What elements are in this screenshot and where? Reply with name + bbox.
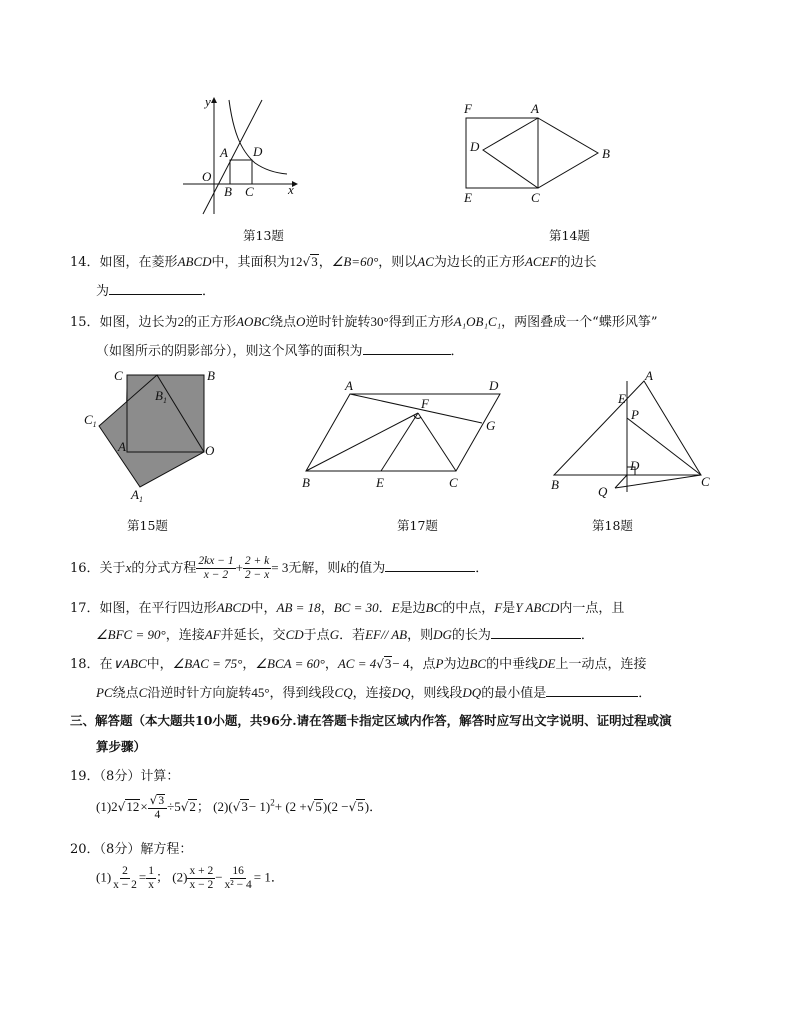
q20-fraction-2	[146, 865, 156, 892]
q15-square2: A₁OB₁C₁	[453, 314, 502, 329]
radical-sign: √	[348, 799, 357, 814]
q16-number: 16．	[70, 561, 100, 576]
q17-e: E	[391, 600, 400, 615]
q16-text: 关于	[99, 561, 126, 576]
q14-text: 的边长	[557, 255, 597, 270]
expr: + (2 +	[274, 798, 307, 814]
fig13-label-B: B	[224, 184, 232, 199]
fig15-label-C1: $C_1$	[84, 412, 97, 429]
fig15-label-B1: $B_1$	[155, 388, 167, 405]
q14-segment: AC	[417, 254, 434, 269]
q20-heading: （8分）解方程：	[99, 842, 193, 857]
q20-expr	[96, 865, 284, 892]
q20-number: 20．	[70, 842, 100, 857]
part-2: (2)	[213, 798, 229, 814]
q17-parallel: EF// AB	[365, 627, 408, 642]
denominator: 4	[154, 809, 161, 821]
radicand: 12	[126, 798, 140, 814]
fig18-caption: 第18题	[592, 518, 633, 533]
q17-text: ，连接	[165, 628, 205, 643]
radical-sign: √	[149, 793, 158, 807]
section-3-title-cont: 算步骤）	[96, 739, 147, 754]
fig15-label-O: O	[205, 443, 215, 458]
coef: 5	[174, 798, 181, 814]
separator: ；	[156, 869, 170, 885]
q18-text: ，	[242, 657, 256, 672]
fig18-label-C: C	[701, 474, 710, 489]
q17-text: 于点	[303, 628, 330, 643]
q18-dq: DQ	[391, 685, 411, 700]
fig17-label-D: D	[489, 378, 499, 393]
fig18-label-A: A	[645, 368, 653, 383]
radical-sign: √	[232, 799, 241, 814]
q17-text: 中，	[250, 601, 277, 616]
q18-text: 在	[99, 657, 113, 672]
part-1: (1)	[96, 798, 112, 814]
radical-sign: √	[117, 799, 126, 814]
q18-text: 绕点	[112, 686, 139, 701]
answer-blank[interactable]	[385, 559, 475, 572]
segment-cq	[615, 475, 701, 488]
q18-c: C	[138, 685, 148, 700]
q19-expr	[96, 794, 382, 822]
q18-text: ，点	[409, 657, 436, 672]
fig17-label-G: G	[486, 418, 496, 433]
radical-sign: √	[306, 799, 315, 814]
answer-blank[interactable]	[491, 626, 581, 639]
q14-text: 如图，在菱形	[99, 255, 178, 270]
expr: − 1)	[248, 798, 271, 814]
q18-text: 为边	[443, 657, 470, 672]
q18-end: ．	[638, 686, 652, 701]
fig15-label-A: A	[118, 439, 126, 454]
q18-cq: CQ	[334, 685, 353, 700]
q17-text: 是	[502, 601, 516, 616]
fig13-caption: 第13题	[243, 228, 284, 243]
times-sign: ×	[140, 798, 148, 814]
fig14-label-E: E	[464, 190, 472, 205]
q15-point: O	[296, 314, 306, 329]
fig13-label-x: x	[288, 182, 294, 197]
plus-sign: +	[235, 560, 243, 575]
q15-square: AOBC	[236, 314, 271, 329]
fig14-label-D: D	[470, 139, 480, 154]
fig13-label-O: O	[202, 169, 212, 184]
fig15-label-B: B	[207, 368, 215, 383]
q14-end: ．	[202, 284, 216, 299]
fig17-label-A: A	[345, 378, 353, 393]
fig14-label-A: A	[531, 101, 539, 116]
numerator	[148, 794, 167, 809]
q16-var-x: x	[125, 560, 132, 575]
q18-line1	[70, 653, 646, 672]
q18-number: 18．	[70, 657, 100, 672]
q16-end: ．	[475, 561, 489, 576]
q17-text: 内一点，且	[559, 601, 625, 616]
radicand: 5	[315, 798, 322, 814]
q17-ab: AB = 18	[276, 600, 321, 615]
denominator: x − 2	[203, 569, 229, 581]
divide-sign: ÷	[167, 798, 175, 814]
q19-fraction	[148, 794, 167, 822]
q15-text: 逆时针旋转	[305, 315, 371, 330]
q17-text: ．	[378, 601, 392, 616]
q17-text: 并延长，交	[220, 628, 286, 643]
q17-text: 是边	[399, 601, 426, 616]
q17-line2	[96, 624, 594, 643]
q18-triangle: ∨ABC	[112, 656, 147, 671]
q14-text: 中，其面积为	[211, 255, 290, 270]
radical-sign: √	[302, 255, 311, 269]
expr: )(2 −	[322, 798, 349, 814]
q18-text: 的最小值是	[481, 686, 547, 701]
q17-cd: CD	[285, 627, 304, 642]
fig13-label-A: A	[220, 145, 228, 160]
fig18-label-Q: Q	[598, 484, 608, 499]
q18-text: 中，	[146, 657, 173, 672]
q16-fraction-1	[196, 555, 235, 582]
paren: (	[228, 798, 233, 814]
q16-var-k: k	[340, 560, 347, 575]
q18-angle-bac: ∠BAC = 75°	[172, 656, 243, 671]
q14-rhombus: ABCD	[177, 254, 212, 269]
numerator: x + 2	[189, 865, 214, 877]
q18-angle: 45°	[251, 685, 270, 700]
q17-bc2: BC	[425, 600, 443, 615]
q14-text: ，	[318, 255, 332, 270]
radical-sign: √	[376, 657, 384, 671]
exponent: 2	[270, 797, 275, 808]
fig17-label-C: C	[449, 475, 458, 490]
q18-text: 的中垂线	[486, 657, 539, 672]
q15-side: 2	[177, 314, 185, 329]
radicand: 5	[357, 798, 364, 814]
radicand: 3	[241, 798, 248, 814]
q15-number: 15．	[70, 315, 100, 330]
fig15-caption: 第15题	[127, 518, 168, 533]
fig17-caption: 第17题	[397, 518, 438, 533]
q14-area-radicand: 3	[311, 254, 318, 269]
fig15-label-C: C	[114, 368, 123, 383]
section-3-title: 三、解答题（本大题共10小题，共96分.请在答题卡指定区域内作答，解答时应写出文字说明、证明过程或演	[70, 713, 672, 728]
q18-text: ，得到线段	[269, 686, 335, 701]
minus-sign: −	[215, 869, 223, 885]
part-2: (2)	[172, 869, 188, 885]
q17-parallelogram2: Y ABCD	[515, 600, 560, 615]
q18-pc: PC	[96, 685, 113, 700]
q17-bc: BC = 30	[333, 600, 379, 615]
denominator: x² − 4	[224, 879, 252, 891]
q18-de: DE	[538, 656, 556, 671]
q16-text: 的分式方程	[131, 561, 197, 576]
numerator: 2kx − 1	[198, 555, 234, 567]
q19-heading: （8分）计算：	[99, 769, 180, 784]
q18-p: P	[435, 656, 444, 671]
q17-af: AF	[204, 627, 221, 642]
fig18-label-P: P	[631, 407, 639, 422]
q17-line1	[70, 597, 624, 616]
q14-square: ACEF	[524, 254, 558, 269]
q18-text: 沿逆时针方向旋转	[147, 686, 252, 701]
fig14-label-C: C	[531, 190, 540, 205]
q15-text: 如图，边长为	[99, 315, 178, 330]
q18-text: ，连接	[352, 686, 392, 701]
q14-text: 为边长的正方形	[433, 255, 525, 270]
separator: ；	[196, 798, 210, 814]
equals-one: = 1．	[253, 869, 284, 885]
q17-g: G	[329, 627, 340, 642]
q14-area-coef: 12	[289, 254, 303, 269]
fig18-label-B: B	[551, 477, 559, 492]
q17-dg: DG	[433, 627, 452, 642]
fig13-label-y: y	[205, 94, 211, 109]
q14-text: ，则以	[378, 255, 418, 270]
q17-end: ．	[580, 628, 594, 643]
q18-ac: AC = 4	[337, 656, 377, 671]
denominator: x	[148, 879, 155, 891]
fig14-label-B: B	[602, 146, 610, 161]
q17-text: ，则	[407, 628, 434, 643]
q15-text: 的正方形	[184, 315, 237, 330]
fig18-label-D: D	[630, 458, 640, 473]
q16-line	[70, 555, 488, 582]
q18-bc: BC	[469, 656, 487, 671]
q17-text: 的中点，	[442, 601, 495, 616]
q14-number: 14．	[70, 255, 100, 270]
q17-text: ．若	[339, 628, 366, 643]
q17-text: ，	[320, 601, 334, 616]
q15-text: 得到正方形	[388, 315, 454, 330]
q18-text: ，	[324, 657, 338, 672]
numerator: 2 + k	[244, 555, 270, 567]
q18-angle-bca: ∠BCA = 60°	[255, 656, 325, 671]
part-1: (1)	[96, 869, 112, 885]
fig13-label-D: D	[253, 144, 263, 159]
fig14-caption: 第14题	[549, 228, 590, 243]
q18-dq2: DQ	[462, 685, 482, 700]
q18-text: ，则线段	[410, 686, 463, 701]
q15-text: ，两图叠成一个“蝶形风筝”	[501, 315, 658, 330]
q15-text: 绕点	[270, 315, 297, 330]
q17-angle: ∠BFC = 90°	[96, 627, 166, 642]
numerator: 2	[122, 865, 128, 877]
expr: )．	[364, 798, 383, 814]
q17-f: F	[494, 600, 503, 615]
q15-end: ．	[450, 344, 464, 359]
q17-text: 的长为	[451, 628, 491, 643]
radicand: 3	[158, 795, 165, 807]
fig15-label-A1: $A_1$	[131, 487, 143, 504]
q14-angle: ∠B=60°	[331, 254, 379, 269]
q18-text: 上一动点，连接	[555, 657, 647, 672]
q16-text: 无解，则	[288, 561, 341, 576]
q18-radicand: 3	[384, 656, 392, 671]
q18-line2	[96, 682, 651, 701]
radical-sign: √	[180, 799, 189, 814]
numerator: 16	[232, 865, 244, 877]
fig13-label-C: C	[245, 184, 254, 199]
equals-three: = 3	[271, 560, 289, 575]
q19-number: 19．	[70, 769, 100, 784]
fig17-label-B: B	[302, 475, 310, 490]
q16-fraction-2	[243, 555, 271, 582]
q17-text: 如图，在平行四边形	[99, 601, 217, 616]
fig18-label-E: E	[618, 391, 626, 406]
denominator: 2 − x	[244, 569, 270, 581]
answer-blank[interactable]	[546, 684, 638, 697]
numerator: 1	[148, 865, 155, 877]
q20-fraction-1	[111, 865, 139, 892]
q18-minus-four: − 4	[392, 656, 410, 671]
fig17-label-E: E	[376, 475, 384, 490]
denominator: x − 2	[113, 879, 137, 891]
q19-head	[70, 765, 179, 784]
q15-text: （如图所示的阴影部分），则这个风筝的面积为	[96, 344, 363, 359]
q16-text: 的值为	[346, 561, 386, 576]
q20-fraction-3	[187, 865, 215, 892]
denominator: x − 2	[189, 879, 214, 891]
q17-parallelogram: ABCD	[216, 600, 251, 615]
q14-text: 为	[96, 284, 110, 299]
equals-sign: =	[138, 869, 147, 885]
fig17-label-F: F	[421, 396, 429, 411]
radicand: 2	[189, 798, 196, 814]
q20-fraction-4	[223, 865, 254, 892]
fig14-label-F: F	[464, 101, 472, 116]
coef: 2	[111, 798, 118, 814]
q17-number: 17．	[70, 601, 100, 616]
q20-head	[70, 838, 192, 857]
q15-angle: 30°	[370, 314, 389, 329]
